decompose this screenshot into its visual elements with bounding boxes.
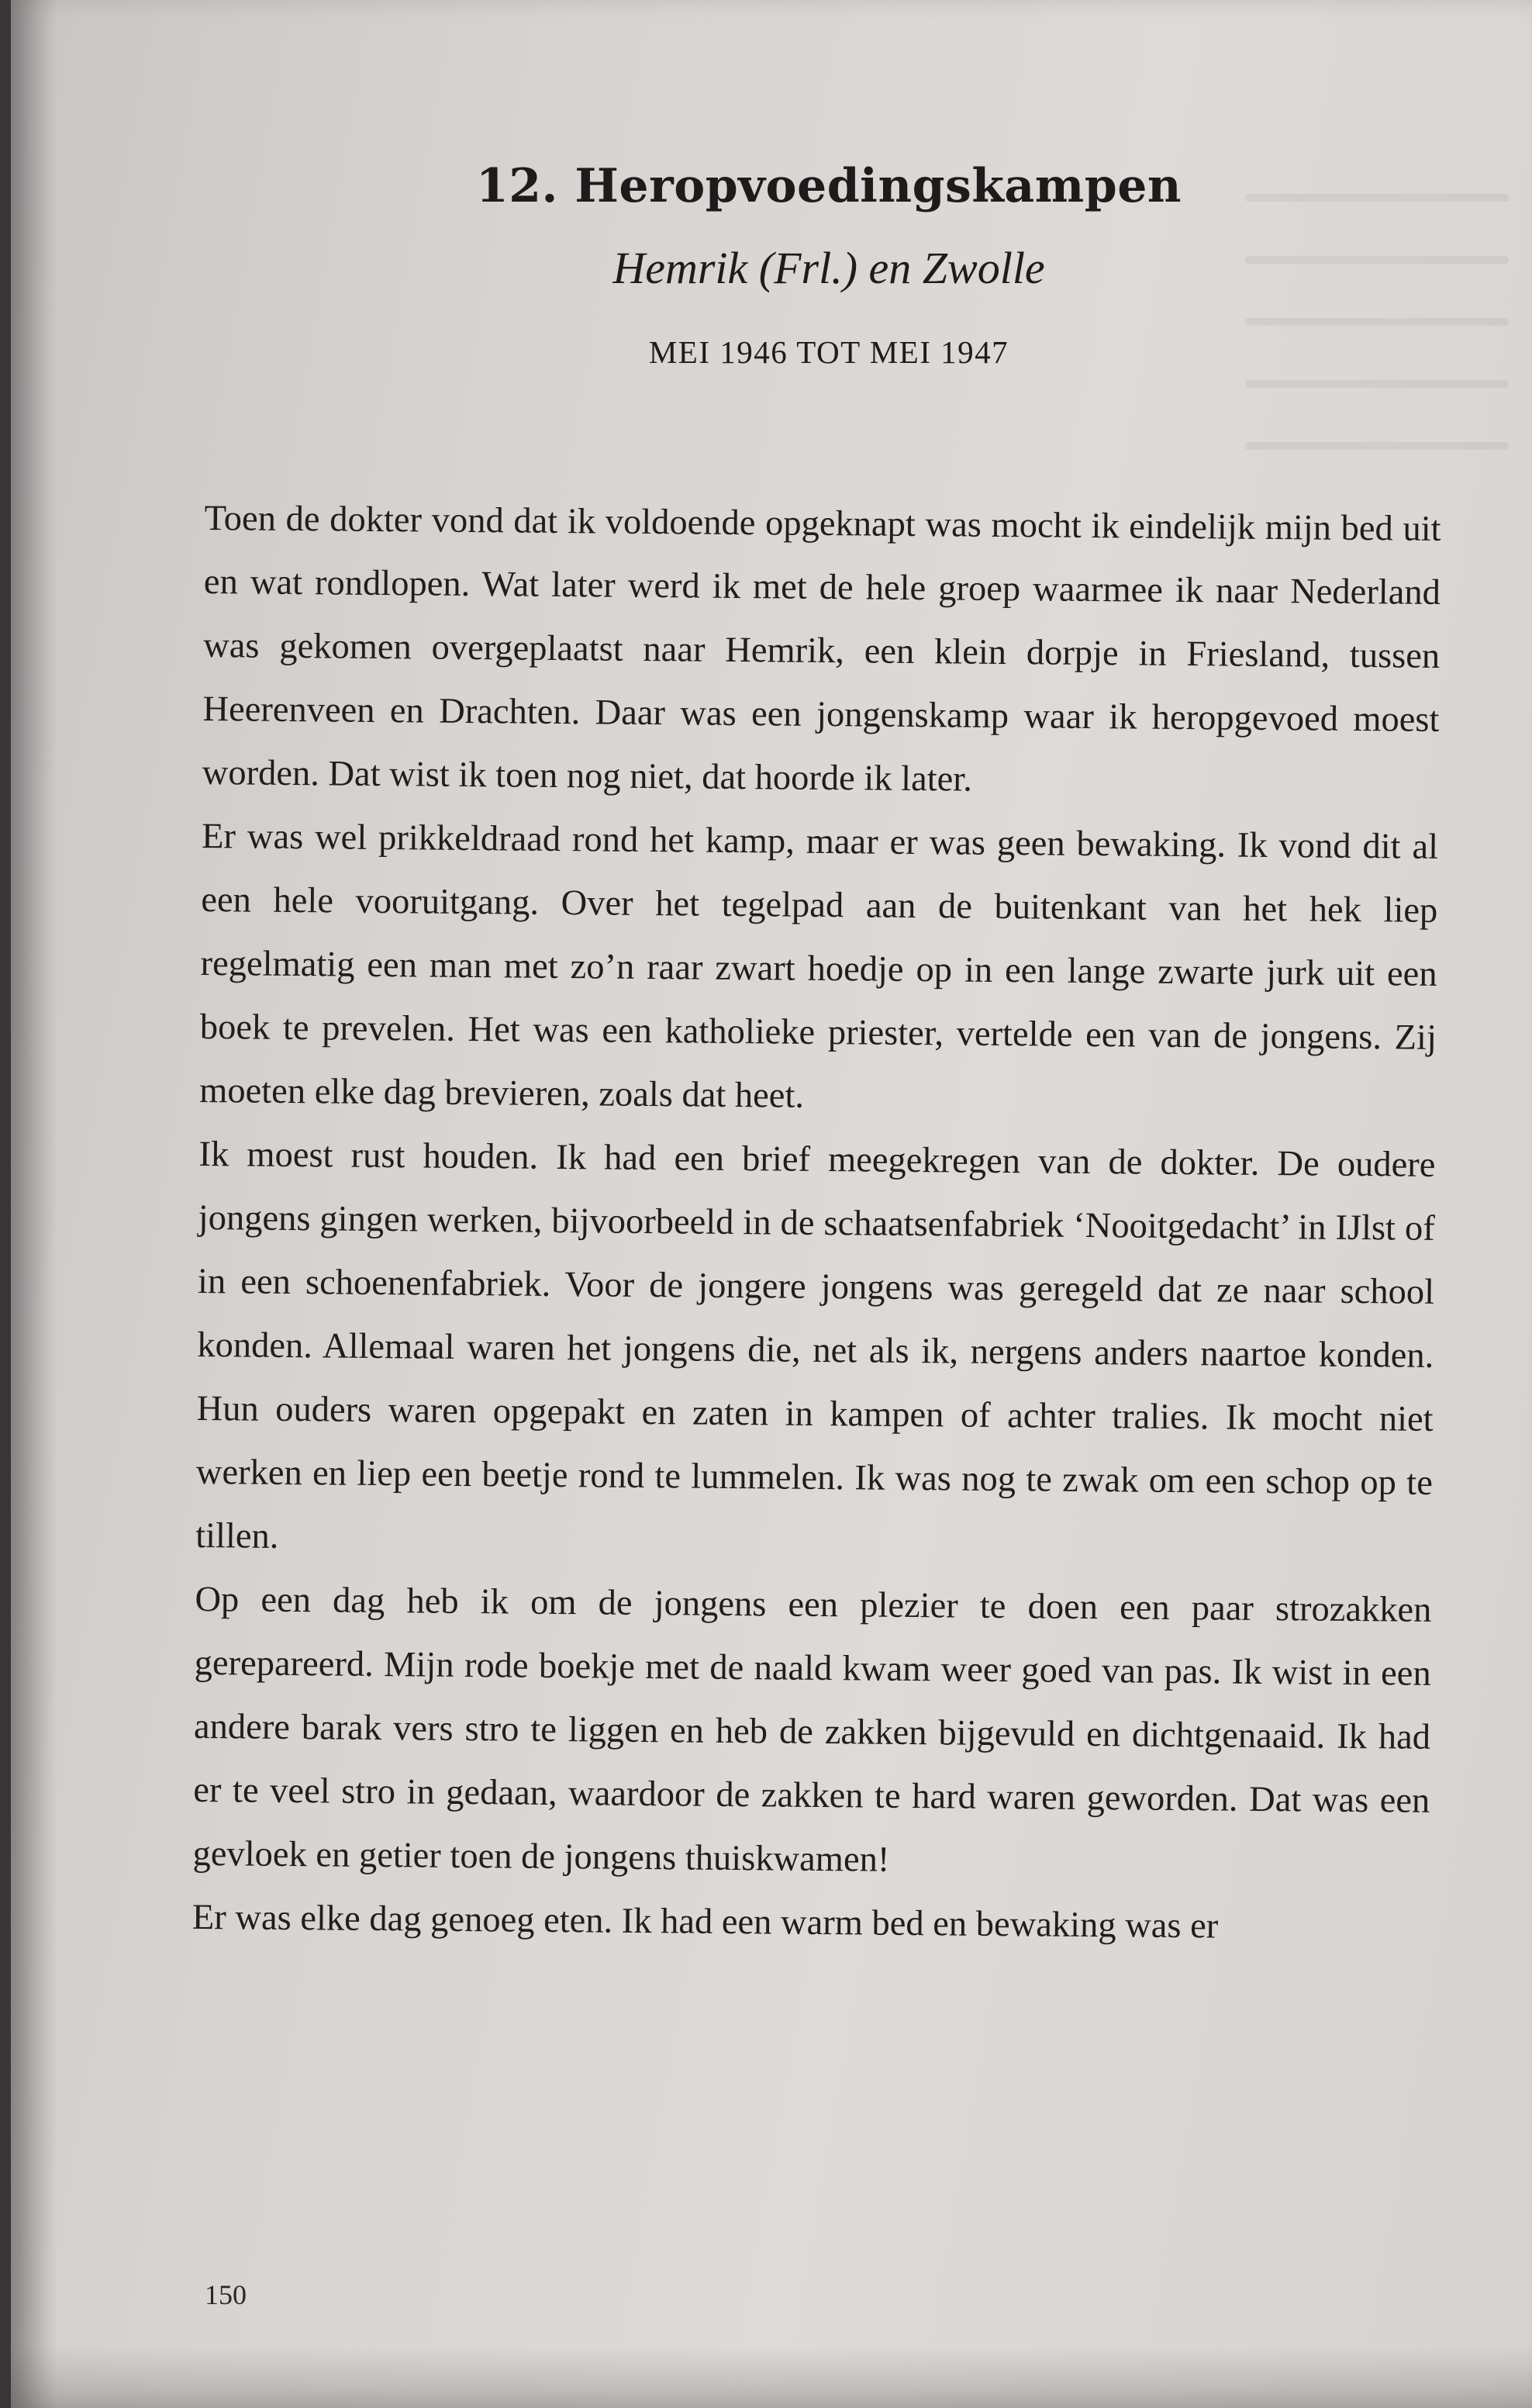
paragraph: Op een dag heb ik om de jongens een plezier te doen een paar strozakken gerepareerd. Mijn rode boekje met de naald kwam weer goed van pas. Ik wist in een andere barak vers stro te liggen en heb de zakken bijgevuld en dichtgenaaid. Ik had er te veel stro in gedaan, waardoor de zakken te hard waren geworden. Dat was een gevloek en getier toen de jongens thuiskwamen!: [192, 1579, 1432, 1880]
paragraph: Er was elke dag genoeg eten. Ik had een warm bed en bewaking was er: [192, 1897, 1219, 1947]
chapter-title: 12. Heropvoedingskampen: [475, 159, 1182, 213]
show-through-text: [1245, 318, 1509, 326]
page-number: 150: [205, 2279, 247, 2310]
paragraph: Ik moest rust houden. Ik had een brief meegekregen van de dokter. De oudere jongens gingen werken, bijvoorbeeld in de schaatsenfabriek ‘Nooitgedacht’ in IJlst of in een schoenenfabriek. Voor de jongere jongens was geregeld dat ze naar school konden. Allemaal waren het jongens die, net als ik, nergens anders naartoe konden. Hun ouders waren opgepakt en zaten in kampen of achter tralies. Ik mocht niet werken en liep een beetje rond te lummelen. Ik was nog te zwak om een schop op te tillen.: [195, 1134, 1436, 1556]
paragraph: Toen de dokter vond dat ik voldoende opgeknapt was mocht ik eindelijk mijn bed uit en wat rondlopen. Wat later werd ik met de hele groep waarmee ik naar Nederland was gekomen overgeplaatst naar Hemrik, een klein dorpje in Friesland, tussen Heerenveen en Drachten. Daar was een jongenskamp waar ik heropgevoed moest worden. Dat wist ik toen nog niet, dat hoorde ik later.: [202, 498, 1441, 800]
show-through-text: [1245, 442, 1509, 450]
show-through-text: [1245, 380, 1509, 388]
page-bottom-shadow: [11, 2346, 1532, 2408]
paragraph: Er was wel prikkeldraad rond het kamp, maar er was geen bewaking. Ik vond dit al een hele vooruitgang. Over het tegelpad aan de buitenkant van het hek liep regelmatig een man met zo’n raar zwart hoedje op in een lange zwarte jurk uit een boek te prevelen. Het was een katholieke priester, vertelde een van de jongens. Zij moeten elke dag brevieren, zoals dat heet.: [198, 816, 1439, 1116]
chapter-dates: MEI 1946 TOT MEI 1947: [648, 334, 1009, 370]
book-page: [11, 0, 1532, 2408]
chapter-subtitle: Hemrik (Frl.) en Zwolle: [612, 243, 1045, 293]
body-text: [192, 487, 1441, 1961]
